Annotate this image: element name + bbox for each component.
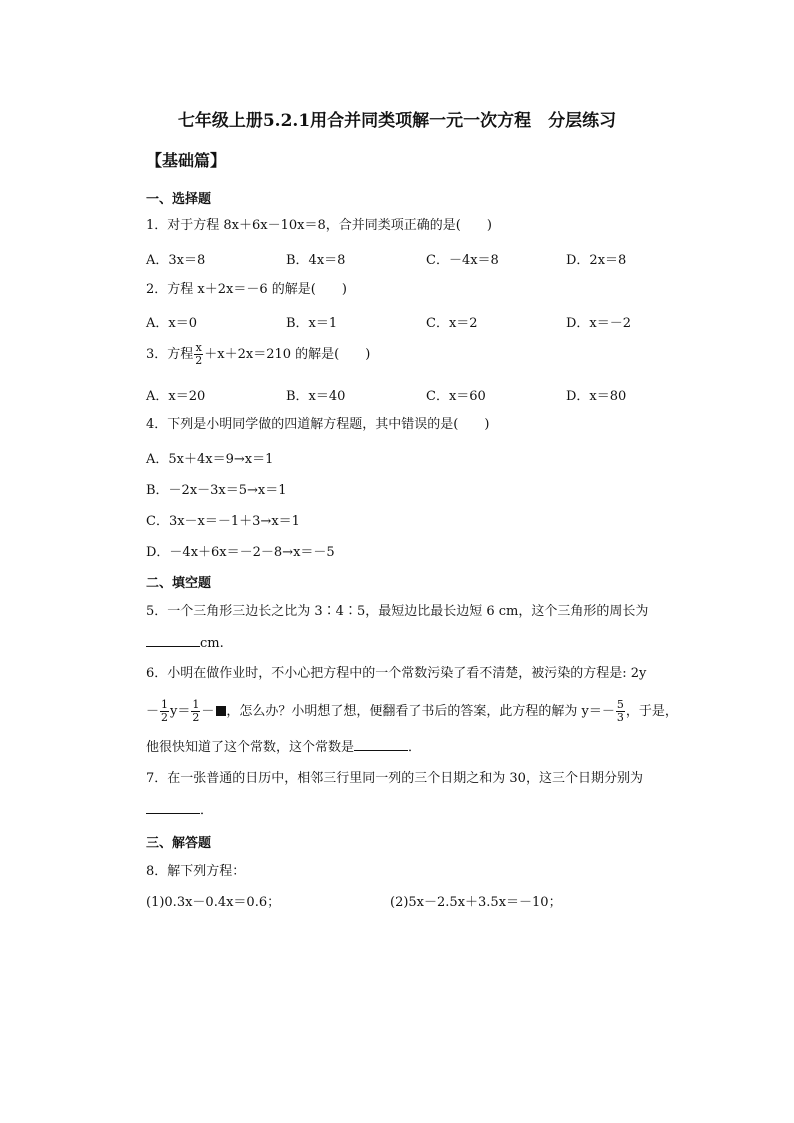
q6-frac3-den: 3 xyxy=(616,711,624,724)
q3-stem xyxy=(146,342,370,368)
q4-option-c: C．3x－x＝－1＋3→x＝1 xyxy=(146,514,300,529)
q7-line2-end: ． xyxy=(200,803,214,818)
q3-option-b: B．x＝40 xyxy=(286,389,346,404)
q3-frac-den: 2 xyxy=(195,354,203,367)
part3-heading: 三、解答题 xyxy=(146,836,212,851)
q2-option-d: D．x＝－2 xyxy=(566,316,632,331)
q7-answer-blank[interactable] xyxy=(146,801,200,814)
q6-fraction-2 xyxy=(191,699,200,724)
q1-option-d: D．2x＝8 xyxy=(566,253,627,268)
q5-unit: cm. xyxy=(200,636,224,651)
q5-line1: 5．一个三角形三边长之比为 3∶4∶5，最短边比最长边短 6 cm，这个三角形的周长为 xyxy=(146,604,649,619)
q3-fraction xyxy=(194,342,203,367)
q6-fraction-3 xyxy=(616,699,625,724)
q6-line2 xyxy=(146,698,678,726)
q5-answer-blank[interactable] xyxy=(146,634,200,647)
q6-y-equals: y＝ xyxy=(170,704,191,719)
q2-option-c: C．x＝2 xyxy=(426,316,478,331)
q6-line3 xyxy=(146,738,421,757)
q6-frac2-num: 1 xyxy=(192,698,200,711)
q6-minus-1: － xyxy=(146,704,160,719)
part1-heading: 一、选择题 xyxy=(146,192,212,207)
q2-option-a: A．x＝0 xyxy=(146,316,197,331)
q4-stem: 4．下列是小明同学做的四道解方程题，其中错误的是( ) xyxy=(146,417,490,432)
q6-minus-2: － xyxy=(201,704,215,719)
q4-option-a: A．5x＋4x＝9→x＝1 xyxy=(146,452,274,467)
q6-frac1-num: 1 xyxy=(161,698,169,711)
q4-option-b: B．－2x－3x＝5→x＝1 xyxy=(146,483,287,498)
q6-frac1-den: 2 xyxy=(161,711,169,724)
q5-line2 xyxy=(146,634,224,653)
q3-option-d: D．x＝80 xyxy=(566,389,627,404)
q2-stem: 2．方程 x＋2x＝－6 的解是( ) xyxy=(146,282,347,297)
q3-option-a: A．x＝20 xyxy=(146,389,206,404)
q3-frac-num: x xyxy=(195,341,202,354)
q6-middle-text: ，怎么办？小明想了想，便翻看了书后的答案，此方程的解为 y＝－ xyxy=(226,704,615,719)
q1-stem: 1．对于方程 8x＋6x－10x＝8，合并同类项正确的是( ) xyxy=(146,218,492,233)
q6-line1: 6．小明在做作业时，不小心把方程中的一个常数污染了看不清楚，被污染的方程是: 2y xyxy=(146,666,647,681)
worksheet-title: 七年级上册5.2.1用合并同类项解一元一次方程 分层练习 xyxy=(177,111,617,131)
q7-line1: 7．在一张普通的日历中，相邻三行里同一列的三个日期之和为 30，这三个日期分别为 xyxy=(146,771,643,786)
q3-option-c: C．x＝60 xyxy=(426,389,486,404)
q6-line3-text: 他很快知道了这个常数，这个常数是 xyxy=(146,740,355,755)
q6-line3-end: ． xyxy=(408,740,422,755)
q3-suffix: ＋x＋2x＝210 的解是( ) xyxy=(204,347,371,362)
q3-prefix: 3．方程 xyxy=(146,347,194,362)
smudge-square-icon xyxy=(216,706,226,716)
q1-option-a: A．3x＝8 xyxy=(146,253,206,268)
q4-option-d: D．－4x＋6x＝－2－8→x＝－5 xyxy=(146,545,335,560)
q2-option-b: B．x＝1 xyxy=(286,316,338,331)
q7-line2 xyxy=(146,801,213,820)
part2-heading: 二、填空题 xyxy=(146,576,212,591)
q1-option-c: C．－4x＝8 xyxy=(426,253,499,268)
section-heading: 【基础篇】 xyxy=(146,151,227,170)
q8-sub2: (2)5x－2.5x＋3.5x＝－10； xyxy=(390,895,562,910)
q6-tail-text: ，于是， xyxy=(625,704,678,719)
q6-frac3-num: 5 xyxy=(616,698,624,711)
q1-option-b: B．4x＝8 xyxy=(286,253,346,268)
q8-stem: 8．解下列方程： xyxy=(146,864,246,879)
q6-frac2-den: 2 xyxy=(192,711,200,724)
q6-answer-blank[interactable] xyxy=(354,738,408,751)
q8-sub1: (1)0.3x－0.4x＝0.6； xyxy=(146,895,281,910)
q6-fraction-1 xyxy=(160,699,169,724)
